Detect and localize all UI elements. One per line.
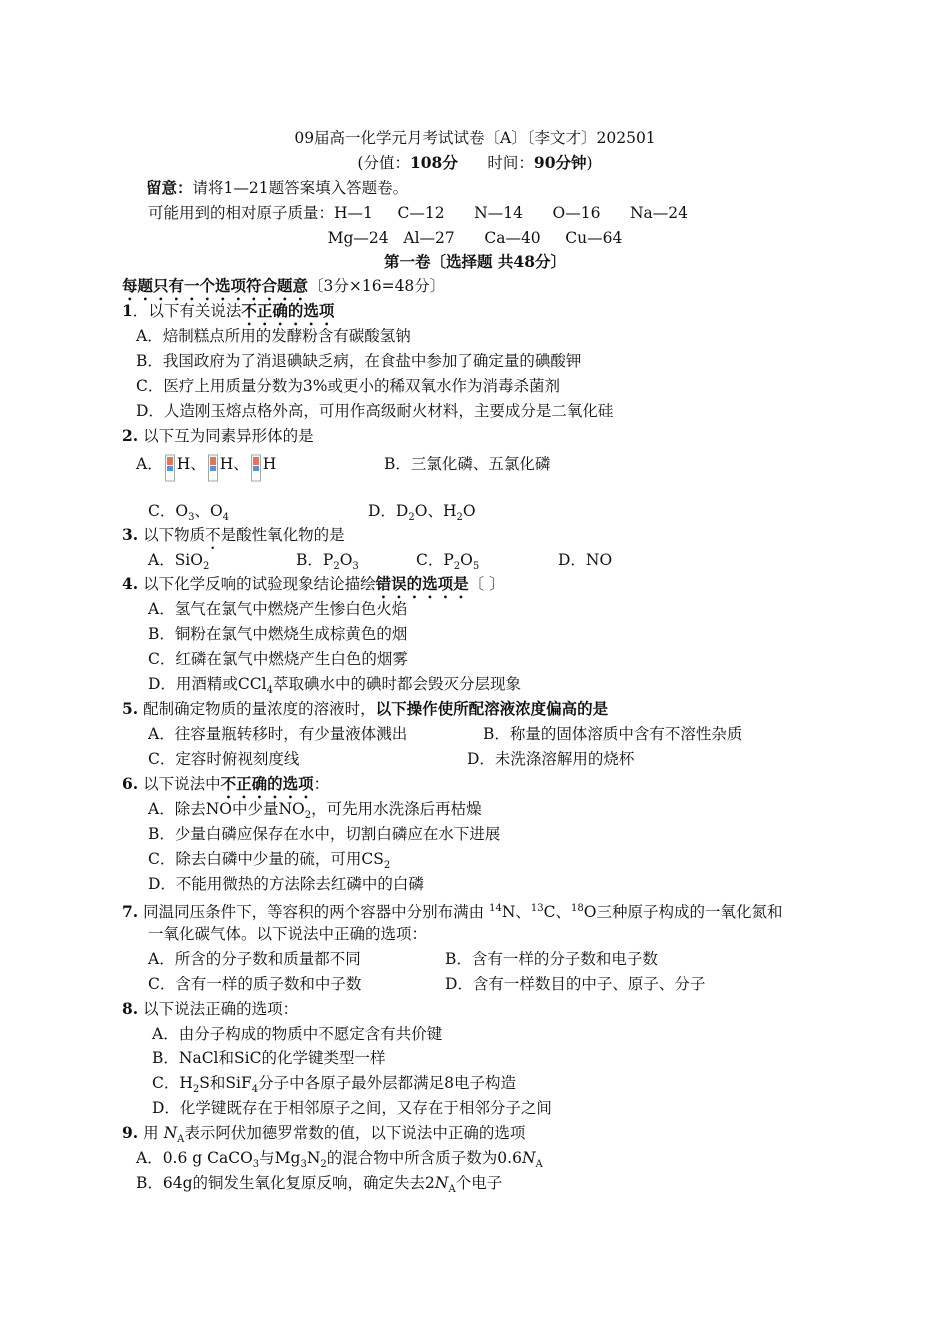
question-1-option-b: B．我国政府为了消退碘缺乏病，在食盐中参加了确定量的碘酸钾 <box>136 352 582 370</box>
question-6-option-b: B．少量白磷应保存在水中，切割白磷应在水下进展 <box>148 825 501 843</box>
question-9-stem: 9. 用 $N_A$表示阿伏加德罗常数的值，以下说法中正确的选项 <box>122 1123 526 1146</box>
question-2-option-b: B．三氯化磷、五氯化磷 <box>384 455 551 473</box>
question-1-option-d: D．人造刚玉熔点格外高，可用作高级耐火材料，主要成分是二氧化硅 <box>136 402 614 420</box>
question-3-option-a: A．SiO$_2$ <box>148 551 210 573</box>
question-7-stem: 7. 同温同压条件下，等容积的两个容器中分别布满由 $^{14}$N、$^{13}$C、$^{18}$O三种原子构成的一氧化氮和 <box>122 902 783 922</box>
question-9-option-a: A．0.6 g CaCO$_3$与$Mg_3N_2$的混合物中所含质子数为$0.6N_A$ <box>136 1149 543 1171</box>
question-5-option-a: A．往容量瓶转移时，有少量液体溅出 <box>148 725 408 743</box>
question-8-option-a: A．由分子构成的物质中不愿定含有共价键 <box>152 1025 443 1043</box>
question-2-option-a: A． H、 H、 H <box>136 454 276 482</box>
note-line: 留意：请将1—21题答案填入答题卷。 <box>146 178 409 197</box>
isotope-image-icon <box>251 454 261 482</box>
question-7-option-d: D．含有一样数目的中子、原子、分子 <box>445 975 706 993</box>
atomic-masses-line1: 可能用到的相对原子质量：H—1 C—12 N—14 O—16 Na—24 <box>148 204 689 222</box>
question-4-option-c: C．红磷在氯气中燃烧产生白色的烟雾 <box>148 650 408 668</box>
question-7-stem-cont: 一氧化碳气体。以下说法中正确的选项： <box>148 925 428 943</box>
section-instruction: 每题只有一个选项符合题意〔3分×16=48分〕 <box>122 277 446 295</box>
question-8-stem: 8. 以下说法正确的选项： <box>122 999 299 1018</box>
question-6-option-a: A．除去NO中少量$NO_2$，可先用水洗涤后再枯燥 <box>148 800 482 822</box>
isotope-image-icon <box>165 454 175 482</box>
question-6-stem: 6. 以下说法中不正确的选项： <box>122 774 330 793</box>
question-2-option-c: C．$O_3$、$O_4$ <box>148 502 230 524</box>
atomic-masses-line2: Mg—24 Al—27 Ca—40 Cu—64 <box>327 229 623 247</box>
question-1-stem: 1．以下有关说法不正确的选项 <box>122 301 335 320</box>
question-3-option-c: C．$P_2O_5$ <box>416 551 480 573</box>
question-3-option-d: D．NO <box>558 551 613 569</box>
question-7-option-a: A．所含的分子数和质量都不同 <box>148 950 361 968</box>
question-9-option-b: B．64g的铜发生氧化复原反响，确定失去$2N_A$个电子 <box>136 1174 503 1196</box>
section-title: 第一卷〔选择题 共48分〕 <box>384 252 566 271</box>
question-6-option-c: C．除去白磷中少量的硫，可用$CS_2$ <box>148 850 391 872</box>
question-8-option-c: C．$H_2S$和SiF$_4$分子中各原子最外层都满足8电子构造 <box>152 1074 516 1096</box>
question-7-option-b: B．含有一样的分子数和电子数 <box>445 950 658 968</box>
question-5-stem: 5. 配制确定物质的量浓度的溶液时，以下操作使所配溶液浓度偏高的是 <box>122 699 609 718</box>
score-time-line: (分值：108分 时间：90分钟) <box>357 153 593 172</box>
question-4-option-a: A．氢气在氯气中燃烧产生惨白色火焰 <box>148 600 408 618</box>
question-2-option-d: D．$D_2O$、$H_2O$ <box>368 502 476 524</box>
question-2-stem: 2. 以下互为同素异形体的是 <box>122 426 314 445</box>
isotope-image-icon <box>208 454 218 482</box>
question-1-option-c: C．医疗上用质量分数为3%或更小的稀双氧水作为消毒杀菌剂 <box>136 377 560 395</box>
question-3-stem: 3. 以下物质不是酸性氧化物的是 <box>122 525 345 544</box>
question-7-option-c: C．含有一样的质子数和中子数 <box>148 975 362 993</box>
exam-title: 09届高一化学元月考试试卷〔A〕〔李文才〕202501 <box>294 129 656 147</box>
question-8-option-b: B．NaCl和SiC的化学键类型一样 <box>152 1049 386 1067</box>
question-4-option-d: D．用酒精或CCl$_4$萃取碘水中的碘时都会毁灭分层现象 <box>148 675 521 697</box>
question-1-option-a: A．焙制糕点所用的发酵粉含有碳酸氢钠 <box>136 327 411 345</box>
question-8-option-d: D．化学键既存在于相邻原子之间，又存在于相邻分子之间 <box>152 1099 552 1117</box>
question-5-option-d: D．未洗涤溶解用的烧杯 <box>467 750 635 768</box>
question-5-option-b: B．称量的固体溶质中含有不溶性杂质 <box>483 725 743 743</box>
question-5-option-c: C．定容时俯视刻度线 <box>148 750 300 768</box>
question-3-option-b: B．$P_2O_3$ <box>296 551 359 573</box>
question-4-stem: 4. 以下化学反响的试验现象结论描绘错误的选项是〔 〕 <box>122 574 505 593</box>
question-6-option-d: D．不能用微热的方法除去红磷中的白磷 <box>148 875 424 893</box>
question-4-option-b: B．铜粉在氯气中燃烧生成棕黄色的烟 <box>148 625 408 643</box>
